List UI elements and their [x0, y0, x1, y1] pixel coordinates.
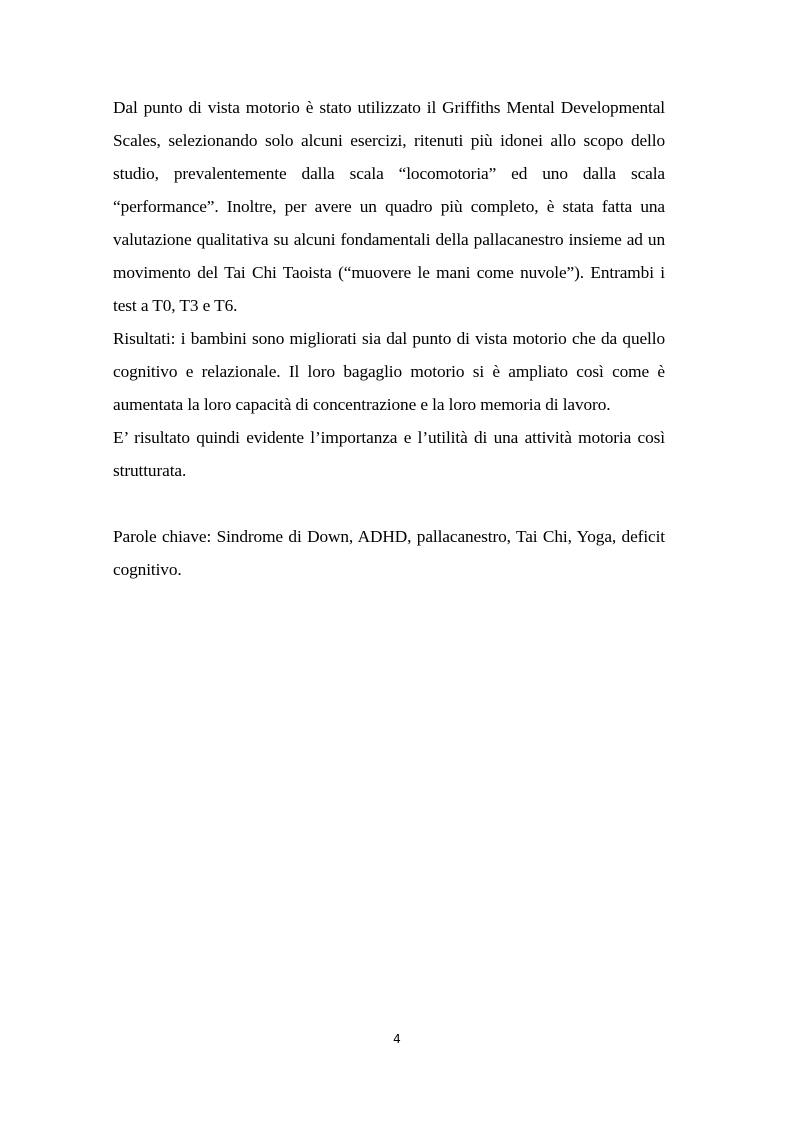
paragraph-spacer	[113, 487, 665, 520]
paragraph-conclusion: E’ risultato quindi evidente l’importanza e l’utilità di una attività motoria così strutturata.	[113, 428, 665, 480]
page-number: 4	[393, 1032, 401, 1046]
keywords-paragraph: Parole chiave: Sindrome di Down, ADHD, pallacanestro, Tai Chi, Yoga, deficit cognitivo.	[113, 527, 665, 579]
paragraph-results: Risultati: i bambini sono migliorati sia dal punto di vista motorio che da quello cognitivo e relazionale. Il loro bagaglio motorio si è ampliato così come è aumentata la loro capacità di concentrazione e la loro memoria di lavoro.	[113, 329, 665, 414]
paragraph-methods: Dal punto di vista motorio è stato utilizzato il Griffiths Mental Developmental Scales, selezionando solo alcuni esercizi, ritenuti più idonei allo scopo dello studio, prevalentemente dalla scala “locomotoria” ed uno dalla scala “performance”. Inoltre, per avere un quadro più completo, è stata fatta una valutazione qualitativa su alcuni fondamentali della pallacanestro insieme ad un movimento del Tai Chi Taoista (“muovere le mani come nuvole”). Entrambi i test a T0, T3 e T6.	[113, 98, 665, 315]
body-text	[113, 91, 665, 586]
